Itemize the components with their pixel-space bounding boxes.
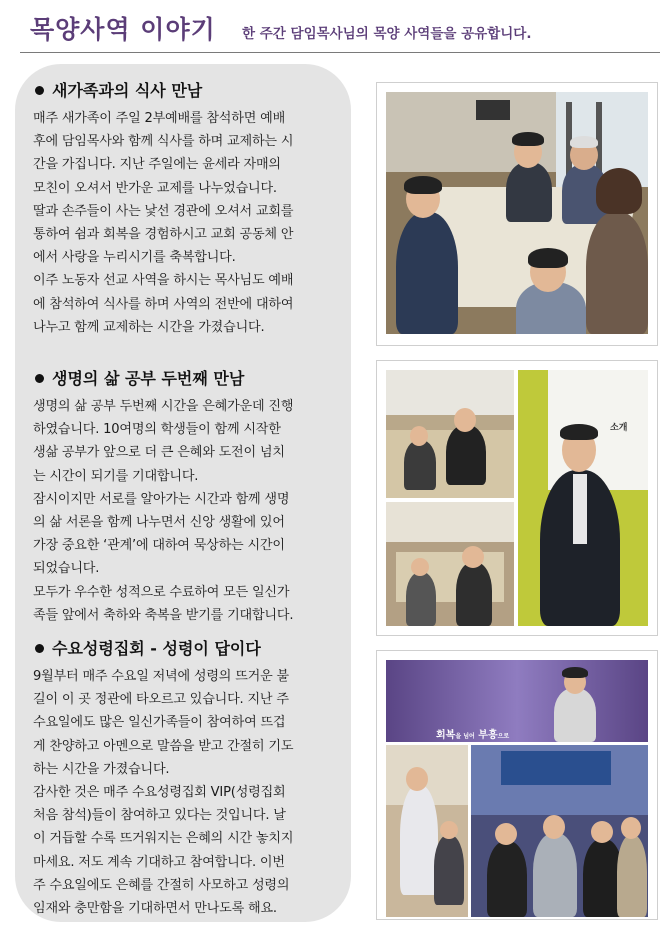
body-line: 감사한 것은 매주 수요성령집회 VIP(성령집회 — [33, 785, 286, 801]
section-life-study — [33, 366, 343, 627]
section-body — [33, 107, 343, 339]
photo-frame-study — [376, 360, 658, 636]
body-line: 모친이 오셔서 반가운 교제를 나누었습니다. — [33, 180, 277, 196]
body-line: 임재와 충만함을 기대하면서 만나도록 해요. — [33, 901, 277, 917]
body-line: 모두가 우수한 성적으로 수료하여 모든 일신가 — [33, 584, 290, 600]
body-line: 잠시이지만 서로를 알아가는 시간과 함께 생명 — [33, 491, 290, 507]
body-line: 의 삶 서론을 함께 나누면서 신앙 생활에 있어 — [33, 515, 285, 531]
body-line: 이 거듭할 수록 뜨거워지는 은혜의 시간 놓치지 — [33, 831, 294, 847]
photo-frame-meal — [376, 82, 658, 346]
photo-frame-worship — [376, 650, 658, 920]
bullet-icon — [35, 86, 44, 95]
body-line: 생명의 삶 공부 두번째 시간을 은혜가운데 진행 — [33, 399, 294, 414]
header-divider — [20, 52, 660, 53]
page-header — [0, 0, 669, 56]
body-line: 하였습니다. 10여명의 학생들이 함께 시작한 — [33, 422, 281, 438]
study-photo-top — [386, 370, 514, 498]
section-body — [33, 395, 343, 627]
worship-photo-prayer — [386, 745, 468, 917]
body-line: 수요일에도 많은 일신가족들이 참여하여 뜨겁 — [33, 715, 286, 731]
body-line: 길이 이 곳 정관에 타오르고 있습니다. 지난 주 — [33, 692, 289, 708]
section-newcomer-meal — [33, 78, 343, 339]
bullet-icon — [35, 644, 44, 653]
meal-photo — [386, 92, 648, 334]
page-title: 목양사역 이야기 — [30, 15, 216, 44]
body-line: 생삶 공부가 앞으로 더 큰 은혜와 도전이 넘치 — [33, 445, 285, 461]
body-line: 에 참석하여 식사를 하며 사역의 전반에 대하여 — [33, 296, 294, 312]
body-line: 가장 중요한 ‘관계’에 대하여 묵상하는 시간이 — [33, 538, 285, 554]
worship-photo-group — [471, 745, 648, 917]
body-line: 딸과 손주들이 사는 낯선 경관에 오셔서 교회를 — [33, 203, 294, 219]
body-line: 9월부터 매주 수요일 저녁에 성령의 뜨거운 불 — [33, 669, 289, 684]
worship-photo-stage: 회복을 넘어 부흥으로 — [386, 660, 648, 742]
body-line: 이주 노동자 선교 사역을 하시는 목사님도 예배 — [33, 273, 294, 289]
section-heading: 생명의 삶 공부 두번째 만남 — [33, 366, 343, 389]
section-heading: 새가족과의 식사 만남 — [33, 78, 343, 101]
body-line: 마세요. 저도 계속 기대하고 참여합니다. 이번 — [33, 854, 285, 870]
bullet-icon — [35, 374, 44, 383]
body-line: 되었습니다. — [33, 561, 100, 577]
body-line: 후에 담임목사와 함께 식사를 하며 교제하는 시 — [33, 134, 294, 150]
section-wednesday-service — [33, 636, 343, 920]
body-line: 에서 사랑을 누리시기를 축복합니다. — [33, 250, 236, 266]
body-line: 통하여 쉼과 회복을 경험하시고 교회 공동체 안 — [33, 227, 294, 243]
body-line: 매주 새가족이 주일 2부예배를 참석하면 예배 — [33, 111, 286, 126]
body-line: 처음 참석)들이 참여하고 있다는 것입니다. 날 — [33, 808, 286, 824]
body-line: 는 시간이 되기를 기대합니다. — [33, 468, 199, 484]
section-heading: 수요성령집회 - 성령이 답이다 — [33, 636, 343, 659]
body-line: 주 수요일에도 은혜를 간절히 사모하고 성령의 — [33, 877, 290, 893]
body-line: 나누고 함께 교제하는 시간을 가졌습니다. — [33, 319, 265, 335]
body-line: 게 찬양하고 아멘으로 말씀을 받고 간절히 기도 — [33, 738, 294, 754]
body-line: 하는 시간을 가졌습니다. — [33, 761, 170, 777]
study-photo-bottom — [386, 502, 514, 626]
page-subtitle: 한 주간 담임목사님의 목양 사역들을 공유합니다. — [242, 26, 532, 42]
body-line: 족들 앞에서 축하와 축복을 받기를 기대합니다. — [33, 607, 294, 623]
body-line: 간을 가집니다. 지난 주일에는 윤세라 자매의 — [33, 157, 281, 173]
section-body — [33, 665, 343, 920]
study-photo-speaker: 소개 — [518, 370, 648, 626]
